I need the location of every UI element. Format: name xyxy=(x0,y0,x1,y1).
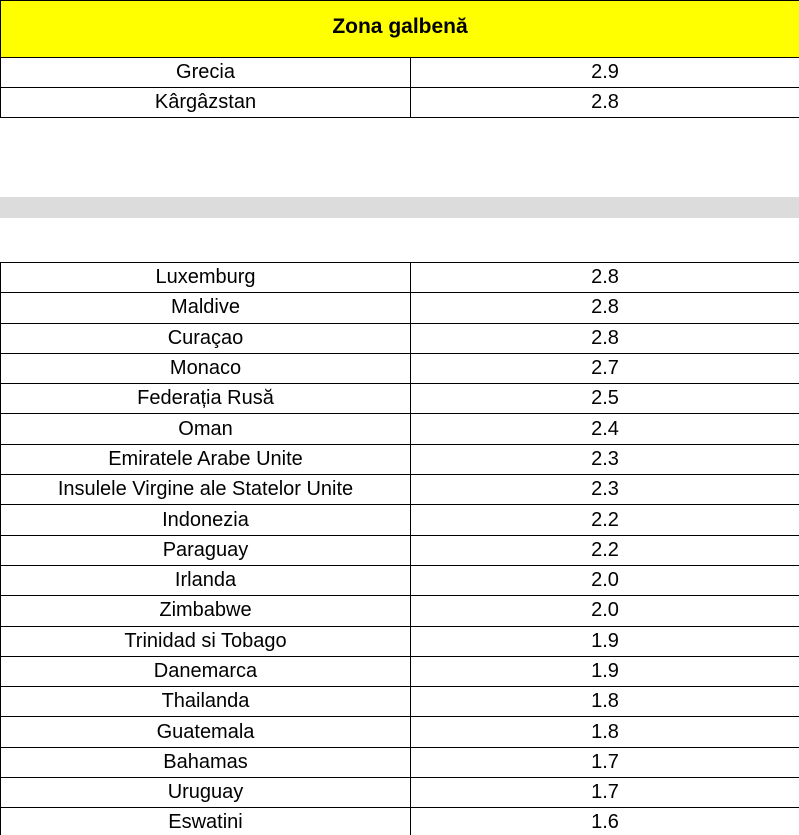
country-cell: Federația Rusă xyxy=(1,384,411,414)
zone-title: Zona galbenă xyxy=(1,1,799,58)
country-cell: Danemarca xyxy=(1,656,411,686)
table-row xyxy=(1,384,799,414)
table-row xyxy=(1,565,799,595)
yellow-zone-table-part-2 xyxy=(0,262,799,835)
value-cell: 2.8 xyxy=(411,323,799,353)
value-cell: 2.3 xyxy=(411,475,799,505)
country-cell: Irlanda xyxy=(1,565,411,595)
country-cell: Trinidad si Tobago xyxy=(1,626,411,656)
value-cell: 1.9 xyxy=(411,656,799,686)
country-cell: Guatemala xyxy=(1,717,411,747)
country-cell: Eswatini xyxy=(1,808,411,835)
table-row xyxy=(1,293,799,323)
country-cell: Insulele Virgine ale Statelor Unite xyxy=(1,475,411,505)
table-row xyxy=(1,747,799,777)
country-cell: Bahamas xyxy=(1,747,411,777)
table-row xyxy=(1,323,799,353)
value-cell: 2.0 xyxy=(411,596,799,626)
value-cell: 2.8 xyxy=(411,88,799,118)
table-row xyxy=(1,414,799,444)
value-cell: 2.3 xyxy=(411,444,799,474)
value-cell: 2.0 xyxy=(411,565,799,595)
zone-header-row xyxy=(1,1,799,58)
country-cell: Oman xyxy=(1,414,411,444)
page-break-divider xyxy=(0,197,799,218)
table-row xyxy=(1,58,799,88)
value-cell: 1.8 xyxy=(411,717,799,747)
country-cell: Paraguay xyxy=(1,535,411,565)
table-row xyxy=(1,717,799,747)
country-cell: Thailanda xyxy=(1,687,411,717)
value-cell: 2.9 xyxy=(411,58,799,88)
value-cell: 2.2 xyxy=(411,535,799,565)
country-cell: Uruguay xyxy=(1,778,411,808)
value-cell: 2.7 xyxy=(411,353,799,383)
value-cell: 2.5 xyxy=(411,384,799,414)
table-row xyxy=(1,505,799,535)
table-row xyxy=(1,656,799,686)
table-row xyxy=(1,778,799,808)
table-row xyxy=(1,475,799,505)
country-cell: Maldive xyxy=(1,293,411,323)
country-cell: Indonezia xyxy=(1,505,411,535)
country-cell: Grecia xyxy=(1,58,411,88)
table-row xyxy=(1,88,799,118)
country-cell: Kârgâzstan xyxy=(1,88,411,118)
value-cell: 2.2 xyxy=(411,505,799,535)
table-row xyxy=(1,263,799,293)
value-cell: 1.8 xyxy=(411,687,799,717)
yellow-zone-table-part-1 xyxy=(0,0,799,118)
value-cell: 1.7 xyxy=(411,778,799,808)
table-row xyxy=(1,353,799,383)
value-cell: 1.6 xyxy=(411,808,799,835)
table-row xyxy=(1,626,799,656)
table-row xyxy=(1,596,799,626)
country-cell: Curaçao xyxy=(1,323,411,353)
value-cell: 2.8 xyxy=(411,263,799,293)
country-cell: Zimbabwe xyxy=(1,596,411,626)
table-row xyxy=(1,808,799,835)
table-row xyxy=(1,444,799,474)
table-row xyxy=(1,535,799,565)
value-cell: 2.8 xyxy=(411,293,799,323)
value-cell: 1.7 xyxy=(411,747,799,777)
country-cell: Emiratele Arabe Unite xyxy=(1,444,411,474)
country-cell: Monaco xyxy=(1,353,411,383)
country-cell: Luxemburg xyxy=(1,263,411,293)
value-cell: 1.9 xyxy=(411,626,799,656)
table-row xyxy=(1,687,799,717)
value-cell: 2.4 xyxy=(411,414,799,444)
